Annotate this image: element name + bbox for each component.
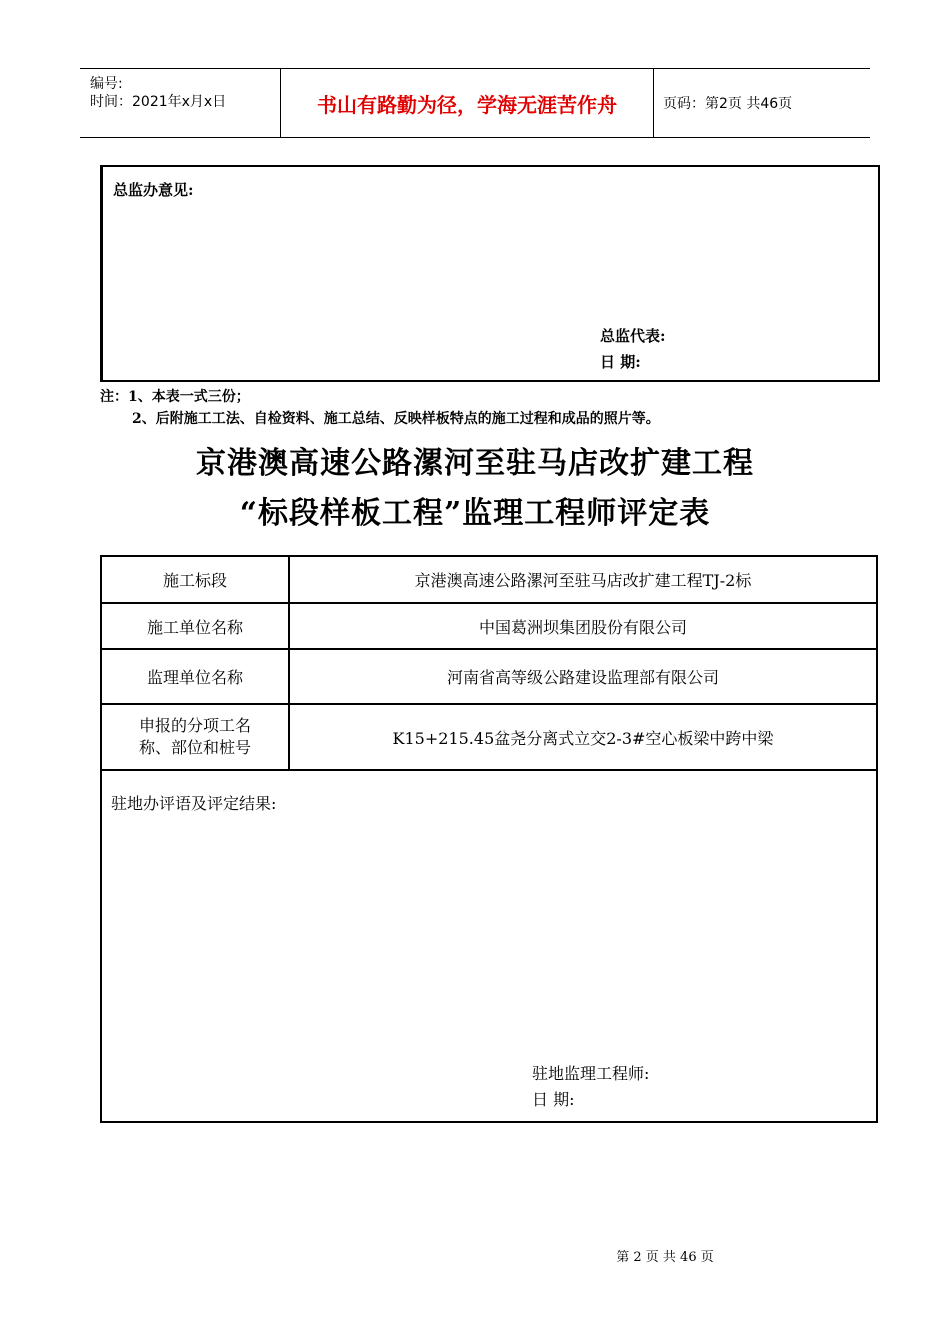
opinion-date: 日 期:: [600, 353, 641, 371]
opinion-label: 总监办意见:: [113, 181, 194, 199]
row-key: 施工单位名称: [101, 603, 289, 649]
date-label: 时间：2021年x月x日: [90, 94, 227, 110]
chief-supervision-opinion-box: [100, 165, 880, 382]
header-motto: 书山有路勤为径，学海无涯苦作舟: [317, 92, 617, 117]
row-key: 监理单位名称: [101, 649, 289, 704]
row-value: 京港澳高速公路漯河至驻马店改扩建工程TJ-2标: [289, 556, 877, 603]
document-title-line-2: “标段样板工程”监理工程师评定表: [239, 496, 711, 531]
table-row: [101, 649, 877, 704]
row-key: [101, 704, 289, 770]
review-signer: 驻地监理工程师:: [532, 1064, 650, 1083]
serial-label: 编号:: [90, 76, 123, 92]
note-line-2: 2、后附施工工法、自检资料、施工总结、反映样板特点的施工过程和成品的照片等。: [132, 411, 660, 427]
header-divider: [653, 69, 654, 137]
footer-page-number: 第 2 页 共 46 页: [616, 1250, 714, 1265]
opinion-signer: 总监代表:: [600, 327, 666, 345]
table-row: [101, 603, 877, 649]
row-key: 施工标段: [101, 556, 289, 603]
row-value: 河南省高等级公路建设监理部有限公司: [289, 649, 877, 704]
evaluation-table: [100, 555, 878, 1123]
row-value: K15+215.45盆尧分离式立交2-3#空心板梁中跨中梁: [289, 704, 877, 770]
document-title-line-1: 京港澳高速公路漯河至驻马店改扩建工程: [196, 446, 754, 481]
header-page-info: 页码：第2页 共46页: [663, 96, 793, 112]
review-label: 驻地办评语及评定结果:: [111, 794, 277, 813]
review-date: 日 期:: [532, 1090, 575, 1109]
page-header: [80, 68, 870, 138]
page-footer: [0, 1246, 950, 1265]
note-line-1: 注：1、本表一式三份；: [100, 389, 250, 405]
table-row: [101, 704, 877, 770]
row-key-line: 称、部位和桩号: [138, 738, 251, 757]
review-cell: [101, 770, 877, 1122]
table-row: [101, 556, 877, 603]
row-key-line: 申报的分项工名: [138, 716, 251, 735]
header-meta: [80, 69, 280, 137]
review-row: [101, 770, 877, 1122]
row-value: 中国葛洲坝集团股份有限公司: [289, 603, 877, 649]
notes: [100, 386, 660, 430]
